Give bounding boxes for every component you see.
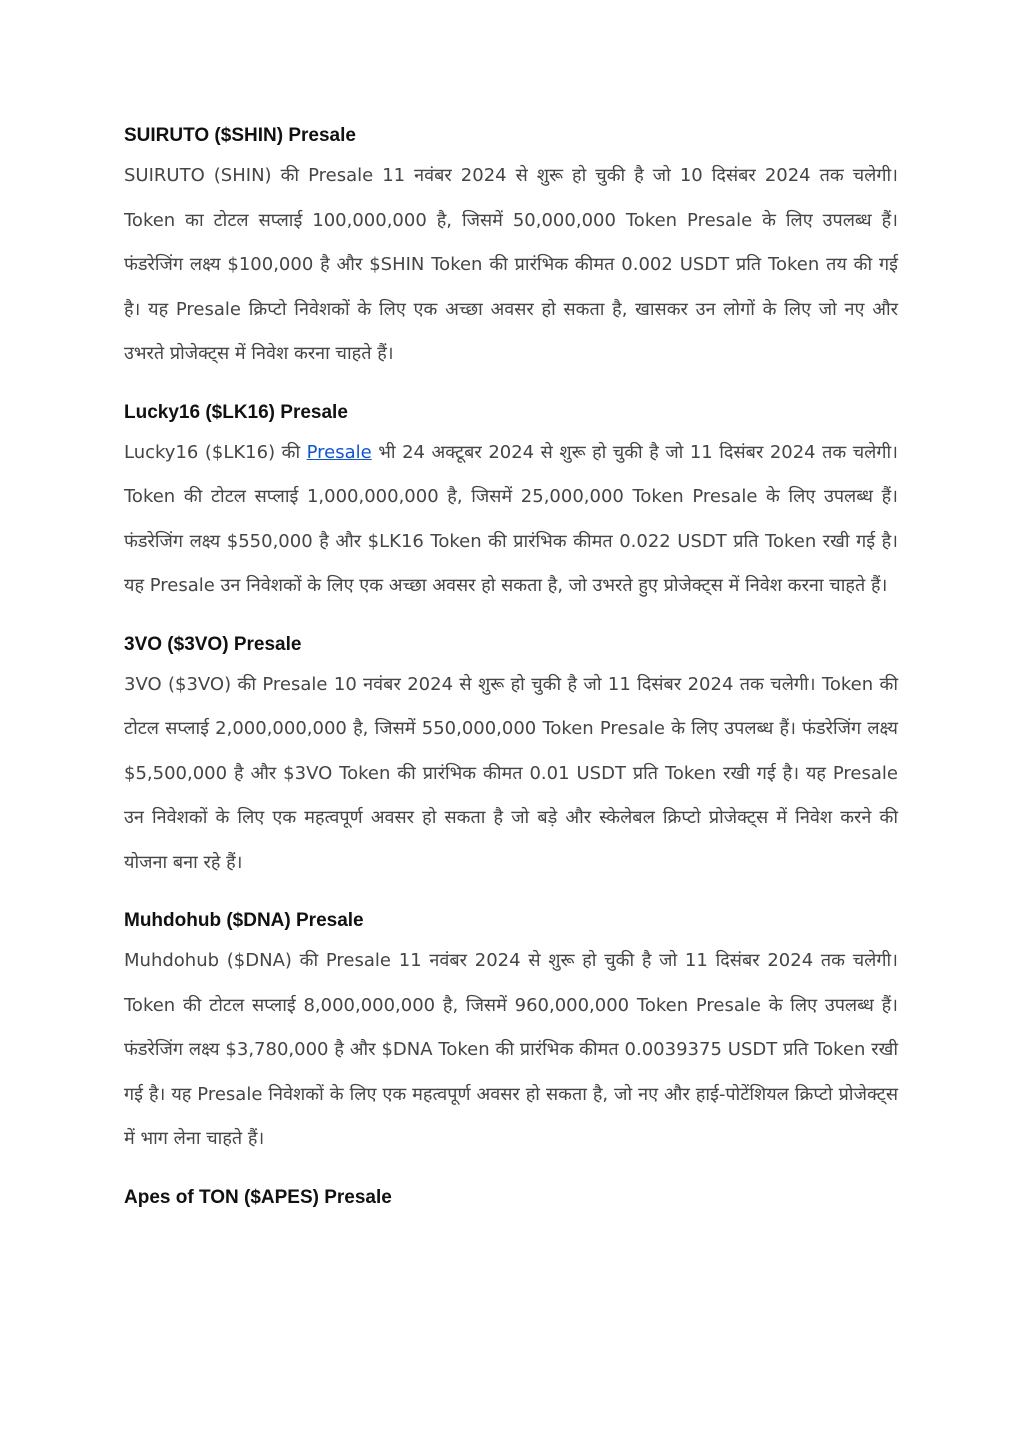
section-heading: Apes of TON ($APES) Presale <box>124 1186 392 1208</box>
body-text: Lucky16 ($LK16) की <box>124 441 307 463</box>
section-heading: 3VO ($3VO) Presale <box>124 633 302 655</box>
section-body: 3VO ($3VO) की Presale 10 नवंबर 2024 से शुरू हो चुकी है जो 11 दिसंबर 2024 तक चलेगी। Token की टोटल सप्लाई 2,000,000,000 है, जिसमें 550,000,000 Token Presale के लिए उपलब्ध हैं। फंडरेजिंग लक्ष्य $5,500,000 है और $3VO Token की प्रारंभिक कीमत 0.01 USDT प्रति Token रखी गई है। यह Presale उन निवेशकों के लिए एक महत्वपूर्ण अवसर हो सकता है जो बड़े और स्केलेबल क्रिप्टो प्रोजेक्ट्स में निवेश करने की योजना बना रहे हैं। <box>124 673 898 873</box>
document-page <box>124 118 898 1234</box>
section-apes-of-ton <box>124 1186 898 1210</box>
section-heading: Lucky16 ($LK16) Presale <box>124 401 348 423</box>
section-body <box>124 431 898 609</box>
section-lucky16 <box>124 401 898 609</box>
section-3vo <box>124 633 898 886</box>
section-muhdohub <box>124 909 898 1162</box>
section-heading: SUIRUTO ($SHIN) Presale <box>124 125 356 146</box>
section-heading: Muhdohub ($DNA) Presale <box>124 910 364 931</box>
body-text: भी 24 अक्टूबर 2024 से शुरू हो चुकी है जो 11 दिसंबर 2024 तक चलेगी। Token की टोटल सप्लाई 1,000,000,000 है, जिसमें 25,000,000 Token Presale के लिए उपलब्ध हैं। फंडरेजिंग लक्ष्य $550,000 है और $LK16 Token की प्रारंभिक कीमत 0.022 USDT प्रति Token रखी गई है। यह Presale उन निवेशकों के लिए एक अच्छा अवसर हो सकता है, जो उभरते हुए प्रोजेक्ट्स में निवेश करना चाहते हैं। <box>124 441 898 596</box>
presale-link[interactable]: Presale <box>306 441 372 463</box>
section-suiruto <box>124 124 898 377</box>
section-body: SUIRUTO (SHIN) की Presale 11 नवंबर 2024 से शुरू हो चुकी है जो 10 दिसंबर 2024 तक चलेगी। Token का टोटल सप्लाई 100,000,000 है, जिसमें 50,000,000 Token Presale के लिए उपलब्ध हैं। फंडरेजिंग लक्ष्य $100,000 है और $SHIN Token की प्रारंभिक कीमत 0.002 USDT प्रति Token तय की गई है। यह Presale क्रिप्टो निवेशकों के लिए एक अच्छा अवसर हो सकता है, खासकर उन लोगों के लिए जो नए और उभरते प्रोजेक्ट्स में निवेश करना चाहते हैं। <box>124 165 898 364</box>
section-body: Muhdohub ($DNA) की Presale 11 नवंबर 2024 से शुरू हो चुकी है जो 11 दिसंबर 2024 तक चलेगी। Token की टोटल सप्लाई 8,000,000,000 है, जिसमें 960,000,000 Token Presale के लिए उपलब्ध हैं। फंडरेजिंग लक्ष्य $3,780,000 है और $DNA Token की प्रारंभिक कीमत 0.0039375 USDT प्रति Token रखी गई है। यह Presale निवेशकों के लिए एक महत्वपूर्ण अवसर हो सकता है, जो नए और हाई-पोटेंशियल क्रिप्टो प्रोजेक्ट्स में भाग लेना चाहते हैं। <box>124 950 898 1149</box>
